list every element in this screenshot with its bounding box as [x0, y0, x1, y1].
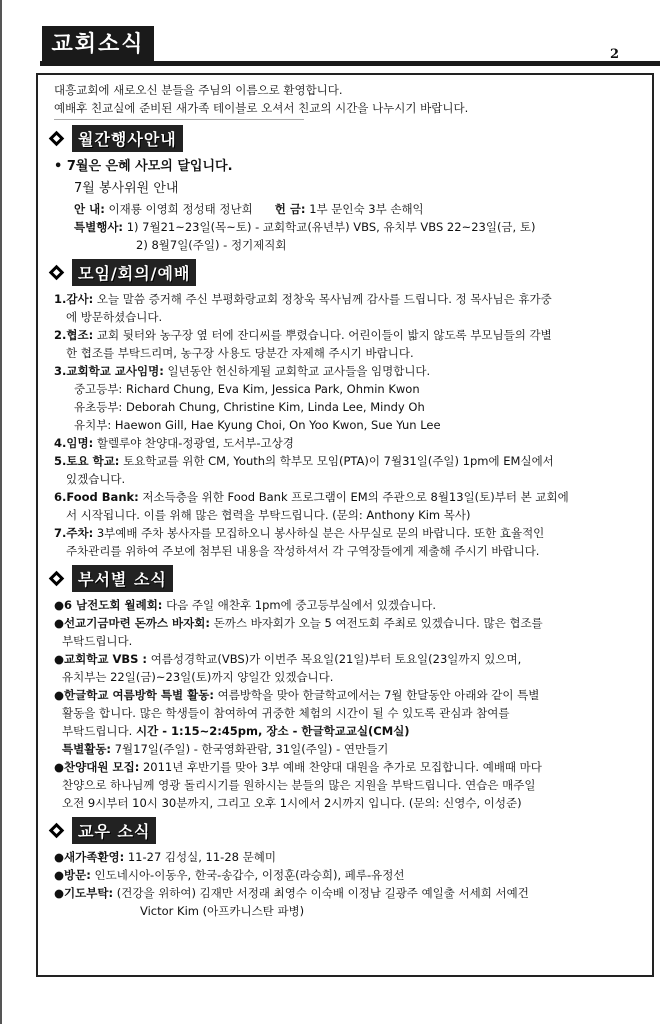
monthly-bullet: • 7월은 은혜 사모의 달입니다.: [54, 159, 233, 174]
diamond-icon: [49, 130, 65, 146]
section-meeting-header: [48, 260, 640, 284]
event-2: 2) 8월7일(주일) - 정기제직회: [136, 238, 287, 252]
item-cont: 서 시작됩니다. 이를 위해 많은 협력을 부탁드립니다. (문의: Anthony Kim 목사): [66, 508, 471, 522]
meeting-item: [54, 488, 640, 524]
item-label: 3.교회학교 교사임명:: [54, 364, 164, 378]
item-text: 돈까스 바자회가 오늘 5 여전도회 주최로 있겠습니다. 많은 협조를: [213, 616, 543, 630]
page-number: 2: [610, 47, 620, 62]
item-cont: [54, 722, 640, 740]
offering-label: 헌 금:: [274, 202, 306, 216]
teacher-row: [54, 416, 640, 434]
item-cont: [54, 740, 640, 758]
item-text: 11-27 김성실, 11-28 문혜미: [127, 850, 276, 864]
event-label: 특별행사:: [74, 220, 124, 234]
meeting-item: [54, 290, 640, 326]
teacher-dept: 중고등부:: [74, 382, 123, 396]
teacher-dept: 유치부:: [74, 418, 112, 432]
bulletin-content-box: [36, 73, 654, 977]
special-activity-text: 7월17일(주일) - 한국영화관람, 31일(주일) - 연만들기: [114, 742, 389, 756]
item-label: ●방문:: [54, 868, 91, 882]
item-label: ●선교기금마련 돈까스 바자회:: [54, 616, 210, 630]
item-label: ●찬양대원 모집:: [54, 760, 140, 774]
teacher-names: Deborah Chung, Christine Kim, Linda Lee, Mindy Oh: [125, 400, 425, 414]
section-dept-header: [48, 566, 640, 590]
dept-item: [54, 614, 640, 650]
item-text: 인도네시아-이동우, 한국-송갑수, 이정훈(라승희), 페루-유정선: [94, 868, 405, 882]
teacher-row: [54, 398, 640, 416]
meeting-item: [54, 434, 640, 452]
guide-value: 이재룡 이영희 정성태 정난희: [108, 202, 253, 216]
item-cont-bold: 시간 - 1:15~2:45pm, 장소 - 한글학교교실(CM실): [135, 724, 410, 738]
diamond-icon: [49, 822, 65, 838]
section-title: 교우 소식: [72, 817, 156, 844]
volunteer-row: [54, 200, 640, 218]
item-text: 일년동안 헌신하게될 교회학교 교사들을 임명합니다.: [167, 364, 431, 378]
section-title: 모임/회의/예배: [72, 259, 196, 286]
item-cont: 에 방문하셨습니다.: [66, 310, 163, 324]
item-text: 할렐루야 찬양대-정광열, 도서부-고상경: [96, 436, 294, 450]
section-title: 월간행사안내: [72, 125, 183, 152]
member-item: [54, 884, 640, 902]
item-label: 1.감사:: [54, 292, 94, 306]
section-monthly-header: [48, 126, 640, 150]
item-label: ●새가족환영:: [54, 850, 125, 864]
item-text: (건강을 위하여) 김재만 서정래 최영수 이숙배 이정남 길광주 예일출 서세희 서예건: [116, 886, 529, 900]
prayer-cont: Victor Kim (아프카니스탄 파병): [140, 904, 305, 918]
item-label: 7.주차:: [54, 526, 94, 540]
section-members-header: [48, 818, 640, 842]
item-text: 교회 뒷터와 농구장 옆 터에 잔디씨를 뿌렸습니다. 어린이들이 밟지 않도록 부모님들의 각별: [96, 328, 552, 342]
item-label: 6.Food Bank:: [54, 490, 139, 504]
item-text: 여름성경학교(VBS)가 이번주 목요일(21일)부터 토요일(23일까지 있으며,: [150, 652, 522, 666]
item-cont: 부탁드립니다.: [62, 634, 133, 648]
item-label: 4.임명:: [54, 436, 94, 450]
item-label: 2.협조:: [54, 328, 94, 342]
dept-item: [54, 686, 640, 758]
event-row-1: [54, 218, 640, 236]
item-text: 저소득층을 위한 Food Bank 프로그램이 EM의 주관으로 8월13일(토)부터 본 교회에: [142, 490, 569, 504]
offering-value: 1부 문인숙 3부 손해익: [309, 202, 424, 216]
item-cont: 유치부는 22일(금)~23일(토)까지 양일간 있겠습니다.: [62, 670, 334, 684]
item-cont: 주차관리를 위하여 주보에 첨부된 내용을 작성하셔서 각 구역장들에게 제출해 주시기 바랍니다.: [66, 544, 540, 558]
guide-label: 안 내:: [74, 202, 105, 216]
intro-line-2: 예배후 친교실에 준비된 새가족 테이블로 오셔서 친교의 시간을 나누시기 바랍니다.: [54, 101, 469, 115]
item-text: 여름방학을 맞아 한글학교에서는 7월 한달동안 아래와 같이 특별: [217, 688, 540, 702]
volunteer-title: 7월 봉사위원 안내: [74, 181, 179, 196]
meeting-item: [54, 362, 640, 434]
item-text: 토요학교를 위한 CM, Youth의 학부모 모임(PTA)이 7월31일(주일) 1pm에 EM실에서: [123, 454, 554, 468]
section-title: 부서별 소식: [72, 565, 173, 592]
item-label: ●기도부탁:: [54, 886, 114, 900]
intro-divider: [54, 119, 304, 120]
item-cont: 있겠습니다.: [66, 472, 126, 486]
intro-line-1: 대흥교회에 새로오신 분들을 주님의 이름으로 환영합니다.: [54, 83, 343, 97]
item-text: 3부예배 주차 봉사자를 모집하오니 봉사하실 분은 사무실로 문의 바랍니다. 또한 효율적인: [96, 526, 545, 540]
diamond-icon: [49, 264, 65, 280]
item-cont: 오전 9시부터 10시 30분까지, 그리고 오후 1시에서 2시까지 입니다. (문의: 신영수, 이성준): [62, 796, 522, 810]
intro: [54, 81, 640, 120]
meeting-item: [54, 524, 640, 560]
meeting-item: [54, 326, 640, 362]
item-cont: 활동을 합니다. 많은 학생들이 참여하여 귀중한 체험의 시간이 될 수 있도록 관심과 참여를: [62, 706, 510, 720]
page-title: 교회소식: [42, 26, 154, 62]
item-cont-plain: 부탁드립니다.: [62, 724, 133, 738]
item-text: 다음 주일 애찬후 1pm에 중고등부실에서 있겠습니다.: [166, 598, 436, 612]
member-item: [54, 848, 640, 866]
teacher-dept: 유초등부:: [74, 400, 123, 414]
teacher-row: [54, 380, 640, 398]
special-activity-label: 특별활동:: [62, 742, 112, 756]
dept-item: [54, 758, 640, 812]
dept-item: [54, 596, 640, 614]
title-rule: [40, 61, 660, 66]
item-text: 2011년 후반기를 맞아 3부 예배 찬양대 대원을 추가로 모집합니다. 예배때 마다: [142, 760, 542, 774]
page-left-border: [0, 0, 2, 1024]
teacher-names: Haewon Gill, Hae Kyung Choi, On Yoo Kwon, Sue Yun Lee: [114, 418, 441, 432]
event-1: 1) 7월21~23일(목~토) - 교회학교(유년부) VBS, 유치부 VBS 22~23일(금, 토): [126, 220, 536, 234]
item-label: ●교회학교 VBS :: [54, 652, 148, 666]
meeting-item: [54, 452, 640, 488]
item-cont: 찬양으로 하나님께 영광 돌리시기를 원하시는 분들의 많은 지원을 부탁드립니다. 연습은 매주일: [62, 778, 536, 792]
member-item: [54, 866, 640, 884]
item-cont: 한 협조를 부탁드리며, 농구장 사용도 당분간 자제해 주시기 바랍니다.: [66, 346, 414, 360]
diamond-icon: [49, 570, 65, 586]
item-text: 오늘 말씀 증거해 주신 부평화랑교회 정창욱 목사님께 감사를 드립니다. 정 목사님은 휴가중: [96, 292, 552, 306]
item-label: 5.토요 학교:: [54, 454, 120, 468]
dept-item: [54, 650, 640, 686]
item-label: ●한글학교 여름방학 특별 활동:: [54, 688, 214, 702]
teacher-names: Richard Chung, Eva Kim, Jessica Park, Ohmin Kwon: [125, 382, 420, 396]
item-label: ●6 남전도회 월례회:: [54, 598, 163, 612]
